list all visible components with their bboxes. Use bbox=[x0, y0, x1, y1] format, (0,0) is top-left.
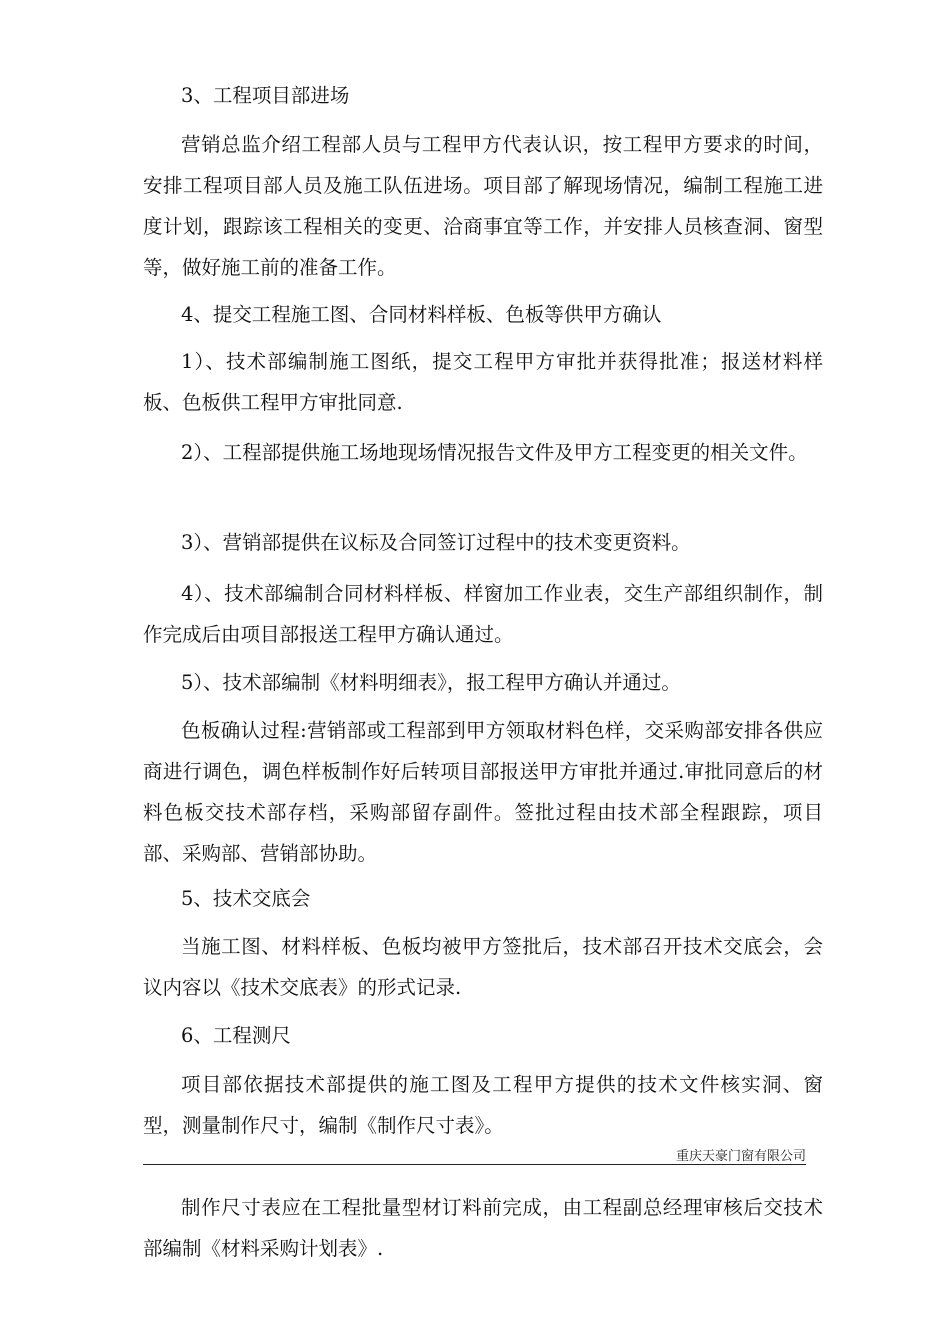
paragraph-project-entry: 营销总监介绍工程部人员与工程甲方代表认识，按工程甲方要求的时间，安排工程项目部人员及施工队伍进场。项目部了解现场情况，编制工程施工进度计划，跟踪该工程相关的变更、洽商事宜等工作，并安排人员核查洞、窗型等，做好施工前的准备工作。 bbox=[143, 133, 823, 279]
heading-technical-briefing: 5、技术交底会 bbox=[181, 887, 311, 910]
heading-submit-drawings: 4、提交工程施工图、合同材料样板、色板等供甲方确认 bbox=[181, 303, 662, 326]
paragraph-item-4: 4）、技术部编制合同材料样板、样窗加工作业表，交生产部组织制作，制作完成后由项目部报送工程甲方确认通过。 bbox=[143, 582, 823, 646]
paragraph-item-1: 1）、技术部编制施工图纸，提交工程甲方审批并获得批准；报送材料样板、色板供工程甲方审批同意. bbox=[143, 350, 823, 414]
heading-measurement: 6、工程测尺 bbox=[181, 1024, 291, 1047]
paragraph-color-board: 色板确认过程:营销部或工程部到甲方领取材料色样，交采购部安排各供应商进行调色，调色样板制作好后转项目部报送甲方审批并通过.审批同意后的材料色板交技术部存档，采购部留存副件。签批过程由技术部全程跟踪，项目部、采购部、营销部协助。 bbox=[143, 719, 823, 865]
paragraph-item-3: 3）、营销部提供在议标及合同签订过程中的技术变更资料。 bbox=[181, 531, 691, 554]
paragraph-measurement: 项目部依据技术部提供的施工图及工程甲方提供的技术文件核实洞、窗型，测量制作尺寸，编制《制作尺寸表》。 bbox=[143, 1073, 823, 1137]
paragraph-item-2: 2）、工程部提供施工场地现场情况报告文件及甲方工程变更的相关文件。 bbox=[181, 441, 808, 464]
heading-project-entry: 3、工程项目部进场 bbox=[181, 84, 350, 107]
paragraph-item-5: 5）、技术部编制《材料明细表》，报工程甲方确认并通过。 bbox=[181, 671, 681, 694]
paragraph-technical-briefing: 当施工图、材料样板、色板均被甲方签批后，技术部召开技术交底会，会议内容以《技术交底表》的形式记录. bbox=[143, 935, 823, 999]
paragraph-size-table: 制作尺寸表应在工程批量型材订料前完成，由工程副总经理审核后交技术部编制《材料采购计划表》. bbox=[143, 1196, 823, 1260]
footer-company-name: 重庆天豪门窗有限公司 bbox=[675, 1149, 806, 1164]
